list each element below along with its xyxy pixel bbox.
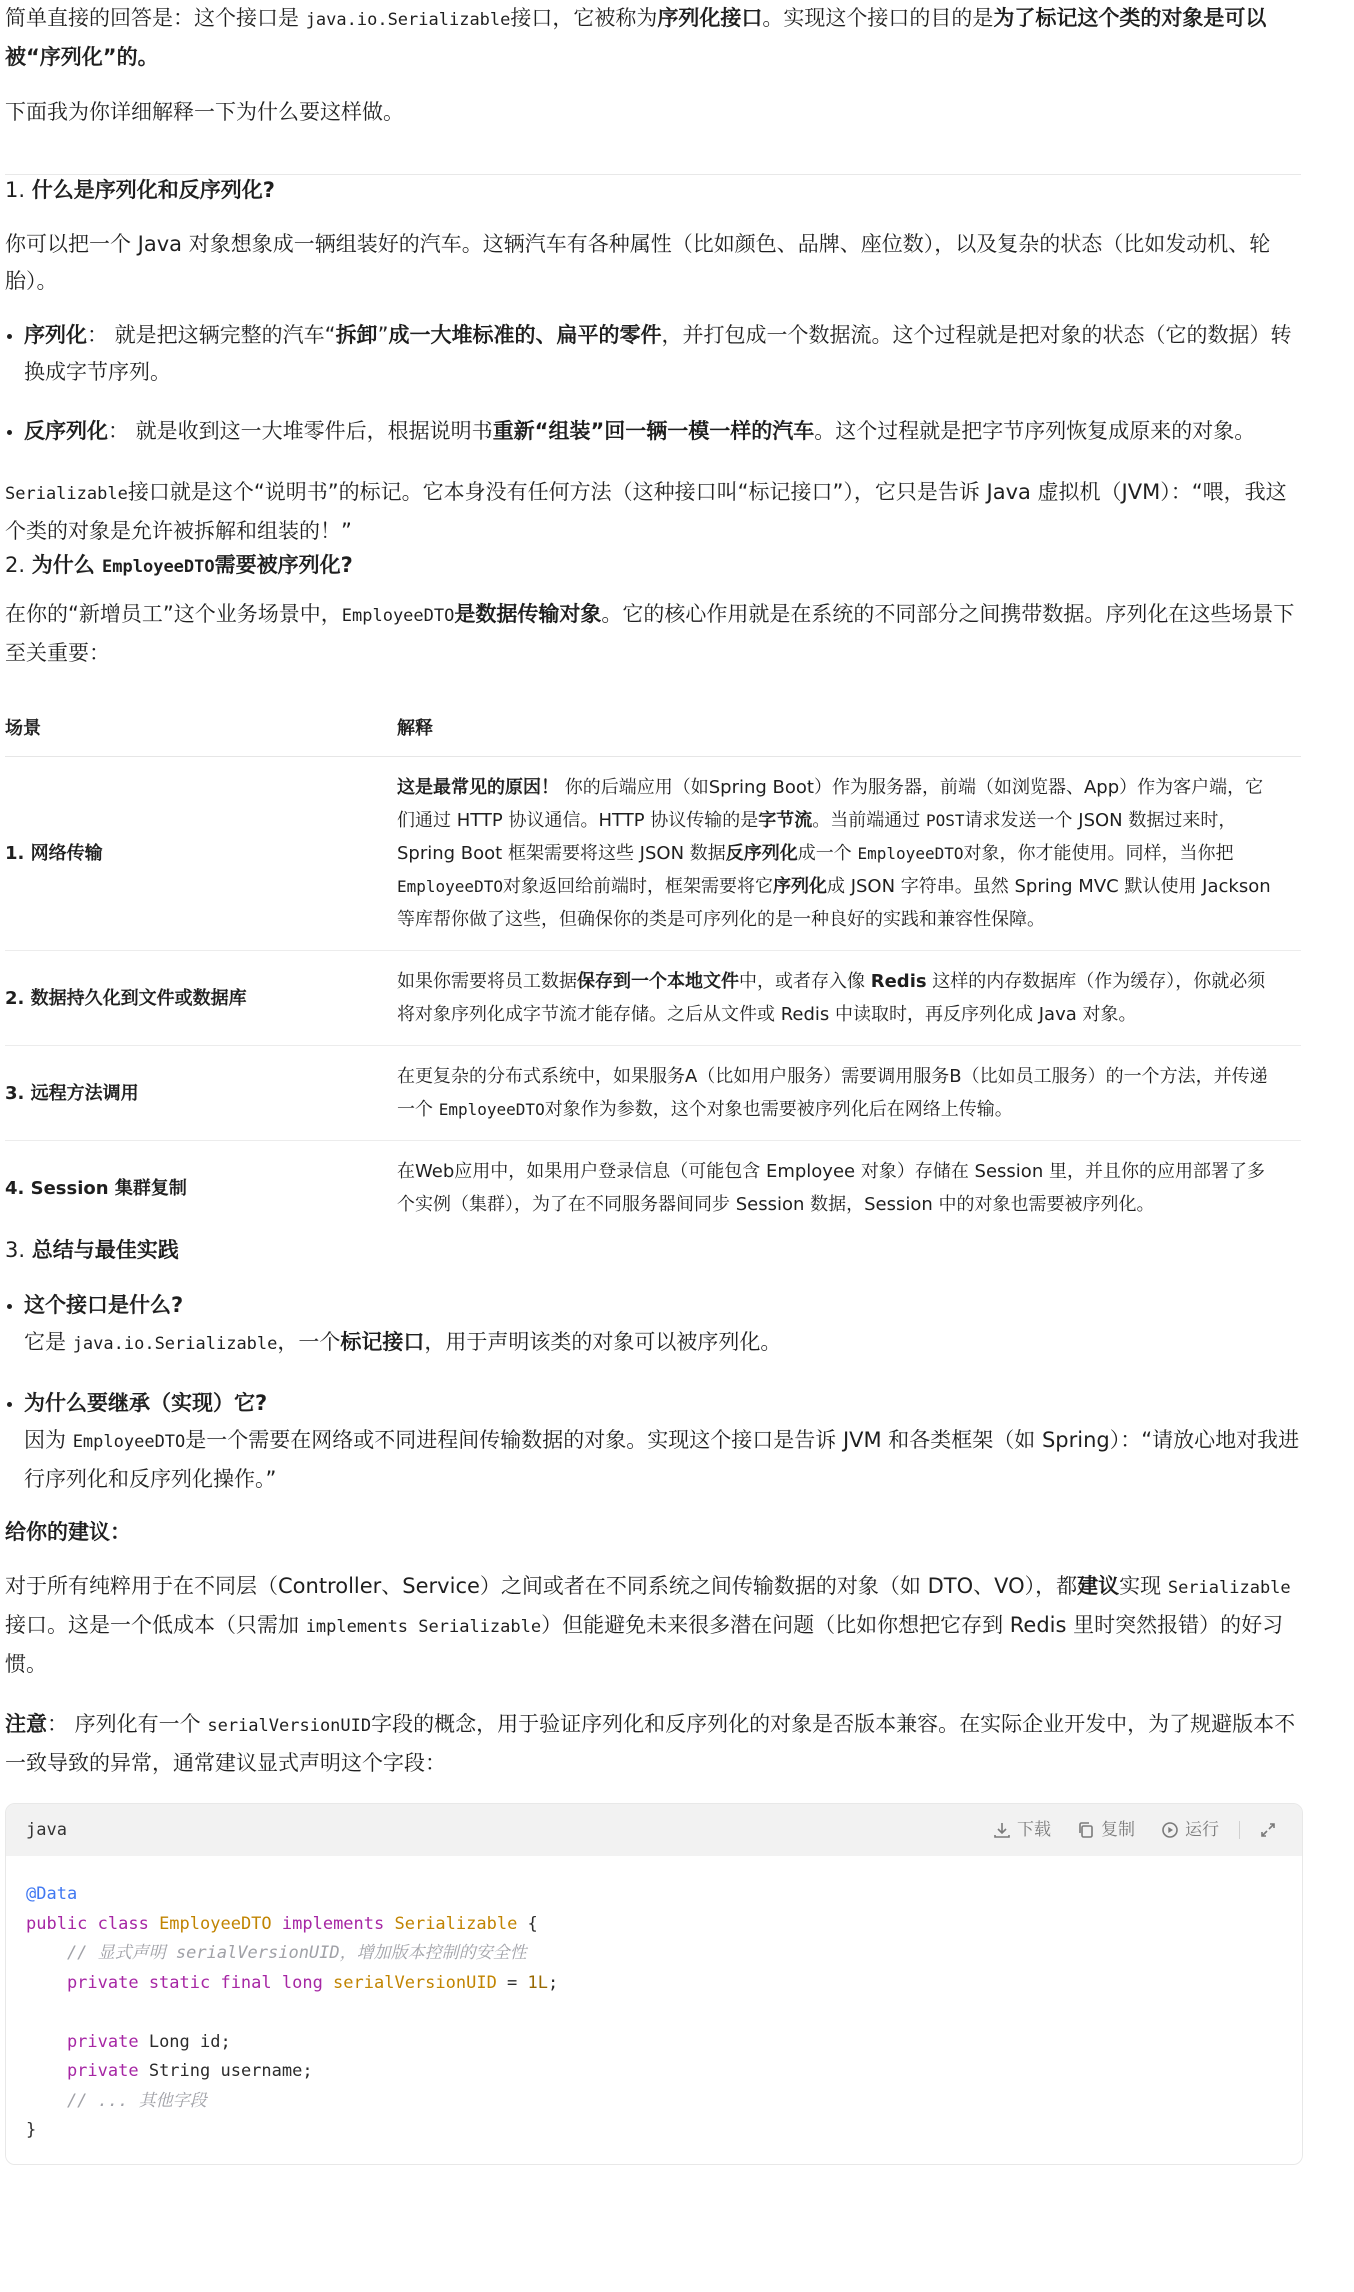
inline-code: Serializable [5, 484, 128, 504]
code-comment: // ... 其他字段 [26, 2090, 207, 2111]
list-item [5, 413, 1301, 450]
list-item [5, 1385, 1301, 1498]
bold-text: 拆卸 [335, 323, 378, 347]
section-number: 1. [5, 178, 32, 202]
download-icon [993, 1821, 1011, 1839]
code-token: Long id; [148, 2031, 231, 2052]
copy-icon [1077, 1821, 1095, 1839]
inline-code: EmployeeDTO [72, 1432, 186, 1452]
section-number: 3. [5, 1238, 32, 1262]
table-row [5, 757, 1301, 951]
code-line: } [26, 2120, 37, 2140]
text: 。实现这个接口的目的是 [762, 6, 994, 30]
inline-code: Serializable [1167, 1578, 1291, 1598]
code-token: EmployeeDTO [159, 1913, 272, 1934]
bold-text: 字节流 [758, 810, 813, 831]
column-header: 解释 [397, 703, 1301, 757]
text: 对于所有纯粹用于在不同层（Controller、Service）之间或者在不同系统之间传输数据的对象（如 DTO、VO），都 [5, 1574, 1078, 1598]
copy-label: 复制 [1101, 1819, 1135, 1840]
inline-code: serialVersionUID [207, 1716, 372, 1736]
serialization-list [5, 317, 1301, 450]
scenario-table [5, 703, 1301, 1235]
inline-code: java.io.Serializable [72, 1334, 278, 1354]
inline-code: java.io.Serializable [305, 10, 511, 30]
text: 。当前端通过 [812, 810, 927, 831]
bold-text: 序列化接口 [657, 6, 763, 30]
code-comment: // 显式声明 serialVersionUID，增加版本控制的安全性 [26, 1943, 527, 1963]
scene-cell: 2. 数据持久化到文件或数据库 [5, 951, 397, 1046]
explanation-cell [397, 1141, 1301, 1236]
text: 成一个 [797, 843, 858, 864]
text: 在更复杂的分布式系统中，如果服务A（比如用户服务）需要调用服务B（比如员工服务）的一个方法，并传递一个 [397, 1066, 1268, 1120]
expand-icon [1260, 1822, 1276, 1838]
bold-text: Redis [870, 971, 927, 992]
copy-button[interactable] [1077, 1812, 1135, 1849]
code-language: java [26, 1819, 67, 1840]
inline-code: implements Serializable [305, 1617, 542, 1637]
text: ： 就是收到这一大堆零件后，根据说明书 [108, 419, 493, 443]
section-number: 2. [5, 553, 32, 577]
table-row [5, 951, 1301, 1046]
list-item [5, 1287, 1301, 1363]
bold-text: 这个接口是什么? [24, 1293, 184, 1317]
bold-text: 反序列化 [725, 843, 798, 864]
table-row [5, 1046, 1301, 1141]
bold-text: 序列化 [772, 876, 827, 897]
text: 接口就是这个“说明书”的标记。它本身没有任何方法（这种接口叫“标记接口”），它只是告诉 Java 虚拟机（JVM）：“喂，我这个类的对象是允许被拆解和组装的！” [5, 480, 1287, 543]
text: ）但能避免未来很多潜在问题（比如你想把它存到 Redis 里时突然报错）的好习惯。 [5, 1613, 1284, 1676]
text: 接口。这是一个低成本（只需加 [5, 1613, 306, 1637]
text: 请求发送一个 JSON 数据过来时，Spring Boot 框架需要将这些 JSON 数据 [397, 810, 1237, 864]
toolbar-divider [1239, 1821, 1240, 1839]
section-title: 为什么 [31, 553, 103, 577]
code-token: String username; [148, 2061, 313, 2081]
code-token: private [26, 2031, 149, 2052]
scene-cell: 3. 远程方法调用 [5, 1046, 397, 1141]
inline-code: EmployeeDTO [438, 1100, 545, 1119]
text: 。它的核心作用就是在系统的不同部分之间携带数据。序列化在这些场景下至关重要： [5, 602, 1295, 665]
list-item [5, 317, 1301, 391]
text: ： 就是把这辆完整的汽车“ [87, 323, 336, 347]
bold-text: 注意 [5, 1712, 47, 1736]
explanation-cell [397, 1046, 1301, 1141]
code-line: @Data [26, 1884, 78, 1904]
text: ，并打包成一个数据流。这个过程就是把对象的状态（它的数据）转换成字节序列。 [24, 323, 1292, 384]
section-heading-3 [5, 1235, 1301, 1265]
text: ，一个 [277, 1330, 341, 1354]
code-token: ; [548, 1972, 559, 1993]
run-button[interactable] [1161, 1812, 1219, 1849]
section-title: 需要被序列化? [214, 553, 353, 577]
explanation-cell [397, 757, 1301, 951]
play-icon [1161, 1821, 1179, 1839]
inline-code: EmployeeDTO [341, 606, 455, 626]
text: 。这个过程就是把字节序列恢复成原来的对象。 [814, 419, 1256, 443]
code-toolbar [967, 1812, 1282, 1849]
scene-cell: 1. 网络传输 [5, 757, 397, 951]
bold-text: 成一大堆标准的、扁平的零件 [388, 323, 662, 347]
explanation-cell [397, 951, 1301, 1046]
scene-cell: 4. Session 集群复制 [5, 1177, 187, 1199]
text: 对象，你才能使用。同样，当你把 [963, 843, 1234, 864]
car-analogy-paragraph: 你可以把一个 Java 对象想象成一辆组装好的汽车。这辆汽车有各种属性（比如颜色、品牌、座位数），以及复杂的状态（比如发动机、轮胎）。 [5, 232, 1271, 293]
bold-text: 给你的建议： [5, 1520, 131, 1544]
text: 是一个需要在网络或不同进程间传输数据的对象。实现这个接口是告诉 JVM 和各类框架（如 Spring）：“请放心地对我进行序列化和反序列化操作。” [24, 1428, 1300, 1491]
section-title: 什么是序列化和反序列化? [31, 178, 275, 202]
text: 接口，它被称为 [510, 6, 658, 30]
serializable-paragraph [5, 474, 1301, 550]
column-header: 场景 [5, 703, 397, 757]
bold-text: 重新“组装”回一辆一模一样的汽车 [492, 419, 815, 443]
intro-followup: 下面我为你详细解释一下为什么要这样做。 [5, 100, 404, 124]
text: 在你的“新增员工”这个业务场景中， [5, 602, 342, 626]
bold-text: 这是最常见的原因！ [397, 777, 559, 798]
table-row [5, 1141, 1301, 1236]
text: 中，或者存入像 [739, 971, 871, 992]
text: ” [377, 323, 389, 347]
run-label: 运行 [1185, 1819, 1219, 1840]
code-token: serialVersionUID [333, 1972, 497, 1993]
bold-text: 是 [454, 602, 476, 626]
section-heading-2 [5, 550, 1301, 582]
code-block-header [6, 1804, 1302, 1856]
text: 如果你需要将员工数据 [397, 971, 577, 992]
bold-text: 标记接口 [340, 1330, 425, 1354]
inline-code: EmployeeDTO [857, 844, 964, 863]
bold-text: 为什么要继承（实现）它? [24, 1391, 268, 1415]
note-paragraph [5, 1706, 1301, 1782]
text: ，用于声明该类的对象可以被序列化。 [424, 1330, 782, 1354]
section-title: 总结与最佳实践 [31, 1238, 179, 1262]
bold-text: 。 [137, 45, 159, 69]
expand-button[interactable] [1260, 1822, 1282, 1838]
advice-paragraph [5, 1568, 1301, 1683]
intro-paragraph [5, 0, 1301, 76]
bold-text: 反序列化 [24, 419, 108, 443]
bold-text: 保存到一个本地文件 [577, 971, 739, 992]
code-token: Serializable [394, 1913, 518, 1934]
section-heading-1 [5, 175, 1301, 205]
text: 对象返回给前端时，框架需要将它 [502, 876, 773, 897]
text: 成 JSON 字符串。虽然 Spring MVC 默认使用 Jackson 等库帮你做了这些，但确保你的类是可序列化的是一种良好的实践和兼容性保障。 [397, 876, 1271, 930]
text: ： 序列化有一个 [47, 1712, 208, 1736]
text: 它是 [24, 1330, 73, 1354]
text: 实现 [1119, 1574, 1168, 1598]
code-token: private static final long [26, 1972, 334, 1993]
advice-heading [5, 1514, 1301, 1551]
code-token: { [517, 1913, 538, 1934]
summary-list [5, 1287, 1301, 1498]
bold-text: 建议 [1077, 1574, 1120, 1598]
code-token: 1L [527, 1972, 549, 1993]
text: 简单直接的回答是：这个接口是 [5, 6, 306, 30]
text: 这样的内存数据库（作为缓存），你就必须将对象序列化成字节流才能存储。之后从文件或 Redis 中读取时，再反序列化成 Java 对象。 [397, 971, 1266, 1025]
inline-code: EmployeeDTO [397, 877, 503, 896]
code-token: implements [271, 1913, 395, 1934]
text: 对象作为参数，这个对象也需要被序列化后在网络上传输。 [544, 1099, 1013, 1120]
code-token: = [496, 1972, 528, 1993]
bold-text: 数据传输对象 [475, 602, 602, 626]
text: 因为 [24, 1428, 73, 1452]
table-header-row [5, 703, 1301, 757]
download-label: 下载 [1017, 1819, 1051, 1840]
code-token: private [26, 2061, 149, 2081]
bold-text: 为了标记这个类的对象是可以被“序列化”的 [5, 6, 1267, 69]
dto-paragraph [5, 596, 1301, 672]
bold-text: 序列化 [24, 323, 87, 347]
inline-code: EmployeeDTO [102, 557, 215, 577]
text: 字段的概念，用于验证序列化和反序列化的对象是否版本兼容。在实际企业开发中，为了规避版本不一致导致的异常，通常建议显式声明这个字段： [5, 1712, 1296, 1775]
code-token: public class [26, 1913, 160, 1934]
code-block [5, 1803, 1303, 2165]
text: 在Web应用中，如果用户登录信息（可能包含 Employee 对象）存储在 Session 里，并且你的应用部署了多个实例（集群），为了在不同服务器间同步 Session 数据，Session 中的对象也需要被序列化。 [397, 1161, 1265, 1215]
download-button[interactable] [993, 1812, 1051, 1849]
code-content[interactable] [6, 1856, 1302, 2164]
text: 你的后端应用（如Spring Boot）作为服务器，前端（如浏览器、App）作为客户端，它们通过 HTTP 协议通信。HTTP 协议传输的是 [397, 777, 1264, 831]
inline-code: POST [926, 811, 965, 830]
